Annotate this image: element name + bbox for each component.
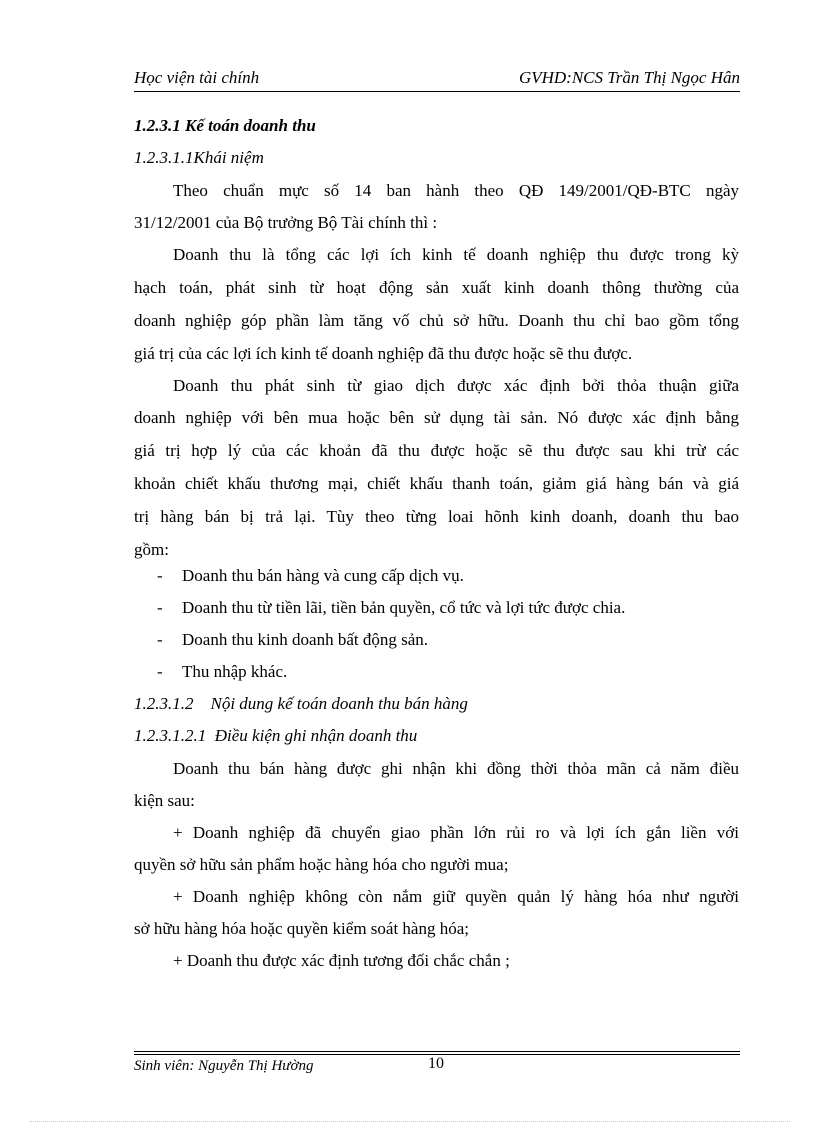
header-supervisor: GVHD:NCS Trần Thị Ngọc Hân: [518, 68, 740, 87]
paragraph-line: trị hàng bán bị trả lại. Tùy theo từng loai hõnh kinh doanh, doanh thu bao: [134, 507, 739, 526]
paragraph-line: khoản chiết khấu thương mại, chiết khấu thanh toán, giảm giá hàng bán và giá: [134, 474, 739, 493]
condition-line: + Doanh nghiệp không còn nắm giữ quyền quản lý hàng hóa như người: [173, 887, 739, 906]
section-heading: 1.2.3.1 Kế toán doanh thu: [134, 116, 316, 135]
page-header: [134, 66, 740, 90]
bullet-marker: -: [157, 662, 163, 681]
bullet-text: Doanh thu kinh doanh bất động sản.: [182, 630, 428, 649]
paragraph-line: Doanh thu phát sinh từ giao dịch được xác định bởi thỏa thuận giữa: [173, 376, 739, 395]
subsection-heading: 1.2.3.1.2 Nội dung kế toán doanh thu bán hàng: [134, 694, 468, 713]
paragraph-line: kiện sau:: [134, 791, 195, 810]
footer-divider: [134, 1051, 740, 1052]
condition-line: quyền sở hữu sản phẩm hoặc hàng hóa cho người mua;: [134, 855, 509, 874]
intro-line: 31/12/2001 của Bộ trưởng Bộ Tài chính thì :: [134, 213, 438, 232]
paragraph-line: doanh nghiệp với bên mua hoặc bên sử dụng tài sản. Nó được xác định bằng: [134, 408, 739, 427]
paragraph-line: hạch toán, phát sinh từ hoạt động sản xuất kinh doanh thông thường của: [134, 278, 739, 297]
bullet-text: Doanh thu bán hàng và cung cấp dịch vụ.: [182, 566, 464, 585]
paragraph-line: Doanh thu là tổng các lợi ích kinh tế doanh nghiệp thu được trong kỳ: [173, 245, 739, 264]
bullet-marker: -: [157, 630, 163, 649]
subsection-heading: 1.2.3.1.2.1 Điều kiện ghi nhận doanh thu: [134, 726, 418, 745]
page-number: 10: [428, 1055, 444, 1072]
bullet-text: Doanh thu từ tiền lãi, tiền bản quyền, cổ tức và lợi tức được chia.: [182, 598, 626, 617]
page-edge-divider: [30, 1121, 790, 1122]
condition-line: + Doanh thu được xác định tương đối chắc chắn ;: [173, 951, 510, 970]
paragraph-line: giá trị của các lợi ích kinh tế doanh nghiệp đã thu được hoặc sẽ thu được.: [134, 344, 633, 363]
header-divider: [134, 91, 740, 92]
intro-line: Theo chuẩn mực số 14 ban hành theo QĐ 149/2001/QĐ-BTC ngày: [173, 181, 739, 200]
subsection-heading: 1.2.3.1.1Khái niệm: [134, 148, 264, 167]
paragraph-line: gồm:: [134, 540, 169, 559]
footer-student: Sinh viên: Nguyễn Thị Hường: [134, 1058, 314, 1074]
paragraph-line: Doanh thu bán hàng được ghi nhận khi đồng thời thỏa mãn cả năm điều: [173, 759, 739, 778]
paragraph-line: giá trị hợp lý của các khoản đã thu được hoặc sẽ thu được sau khi trừ các: [134, 441, 739, 460]
condition-line: sở hữu hàng hóa hoặc quyền kiểm soát hàng hóa;: [134, 919, 469, 938]
paragraph-line: doanh nghiệp góp phần làm tăng vố chủ sở hữu. Doanh thu chỉ bao gồm tổng: [134, 311, 739, 330]
bullet-text: Thu nhập khác.: [182, 662, 288, 681]
bullet-marker: -: [157, 598, 163, 617]
condition-line: + Doanh nghiệp đã chuyển giao phần lớn rủi ro và lợi ích gắn liền với: [173, 823, 739, 842]
bullet-marker: -: [157, 566, 163, 585]
header-institution: Học viện tài chính: [134, 68, 260, 87]
